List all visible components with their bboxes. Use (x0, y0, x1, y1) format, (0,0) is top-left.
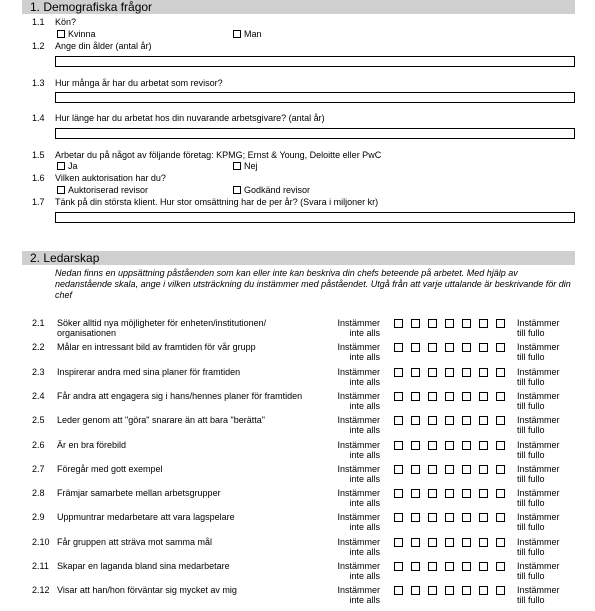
rating-checkbox[interactable] (445, 562, 454, 571)
item-number: 2.9 (32, 512, 45, 523)
rating-checkbox[interactable] (394, 319, 403, 328)
rating-checkbox[interactable] (479, 513, 488, 522)
rating-checkbox[interactable] (428, 513, 437, 522)
right-anchor-label: Instämmer till fullo (517, 390, 560, 411)
rating-checkbox[interactable] (479, 392, 488, 401)
section-2-intro: Nedan finns en uppsättning påståenden som kan eller inte kan beskriva din chefs beteende på arbetet. Med hjälp av nedanstående skala, ange i vilken utsträckning du instämmer med påståendet. Utgå från att varje uttalande är beskrivande för din chef (55, 268, 571, 300)
section-1-heading: 1. Demografiska frågor (22, 0, 575, 14)
item-number: 2.8 (32, 488, 45, 499)
rating-checkbox[interactable] (496, 319, 505, 328)
rating-checkbox[interactable] (496, 368, 505, 377)
rating-checkbox[interactable] (496, 441, 505, 450)
gender-option-male[interactable]: Man (233, 29, 262, 40)
question-text: Hur många år har du arbetat som revisor? (55, 78, 223, 88)
rating-checkbox[interactable] (445, 368, 454, 377)
rating-checkbox[interactable] (411, 441, 420, 450)
rating-checkbox[interactable] (479, 538, 488, 547)
question-number: 1.1 (32, 17, 45, 27)
question-number: 1.4 (32, 113, 45, 123)
item-text: Föregår med gott exempel (57, 463, 163, 474)
rating-checkbox[interactable] (428, 465, 437, 474)
item-text: Söker alltid nya möjligheter för enheten/institutionen/ organisationen (57, 318, 267, 338)
checkbox[interactable] (57, 162, 65, 170)
rating-checkbox[interactable] (462, 513, 471, 522)
rating-checkbox[interactable] (479, 416, 488, 425)
rating-checkbox[interactable] (479, 489, 488, 498)
rating-checkbox[interactable] (479, 441, 488, 450)
right-anchor-label: Instämmer till fullo (517, 536, 560, 557)
item-text: Är en bra förebild (57, 439, 127, 450)
left-anchor-label: Instämmer inte alls (337, 488, 380, 509)
right-anchor-label: Instämmer till fullo (517, 585, 560, 606)
rating-checkbox[interactable] (462, 343, 471, 352)
rating-checkbox[interactable] (462, 392, 471, 401)
rating-checkbox[interactable] (496, 343, 505, 352)
rating-checkbox[interactable] (445, 441, 454, 450)
item-number: 2.3 (32, 366, 45, 377)
rating-scale (394, 441, 505, 450)
question-number: 1.7 (32, 197, 45, 207)
item-text: Får andra att engagera sig i hans/hennes planer för framtiden (57, 390, 303, 401)
rating-checkbox[interactable] (394, 489, 403, 498)
question-text: Vilken auktorisation har du? (55, 173, 166, 183)
checkbox[interactable] (233, 186, 241, 194)
likert-row (0, 440, 595, 466)
rating-checkbox[interactable] (411, 416, 420, 425)
question-text: Kön? (55, 17, 77, 27)
question-text: Tänk på din största klient. Hur stor omsättning har de per år? (Svara i miljoner kr) (55, 197, 379, 207)
rating-scale (394, 392, 505, 401)
checkbox[interactable] (57, 30, 65, 38)
question-text: Ange din ålder (antal år) (55, 41, 152, 51)
rating-scale (394, 513, 505, 522)
rating-checkbox[interactable] (411, 538, 420, 547)
rating-checkbox[interactable] (394, 368, 403, 377)
rating-checkbox[interactable] (496, 392, 505, 401)
left-anchor-label: Instämmer inte alls (337, 390, 380, 411)
rating-checkbox[interactable] (428, 368, 437, 377)
rating-checkbox[interactable] (394, 416, 403, 425)
rating-checkbox[interactable] (394, 441, 403, 450)
question-number: 1.2 (32, 41, 45, 51)
rating-scale (394, 489, 505, 498)
likert-row (0, 318, 595, 344)
authorization-option-authorized[interactable]: Auktoriserad revisor (57, 185, 148, 196)
rating-checkbox[interactable] (445, 343, 454, 352)
rating-checkbox[interactable] (411, 319, 420, 328)
likert-row (0, 561, 595, 587)
big4-option-yes[interactable]: Ja (57, 161, 78, 172)
rating-checkbox[interactable] (428, 562, 437, 571)
section-2-heading: 2. Ledarskap (22, 251, 575, 265)
left-anchor-label: Instämmer inte alls (337, 318, 380, 338)
rating-checkbox[interactable] (428, 392, 437, 401)
item-number: 2.10 (32, 536, 50, 547)
rating-checkbox[interactable] (394, 538, 403, 547)
rating-checkbox[interactable] (411, 513, 420, 522)
rating-scale (394, 368, 505, 377)
rating-checkbox[interactable] (462, 538, 471, 547)
item-text: Skapar en laganda bland sina medarbetare (57, 561, 230, 571)
left-anchor-label: Instämmer inte alls (337, 561, 380, 581)
likert-row (0, 585, 595, 611)
rating-scale (394, 538, 505, 547)
question-number: 1.5 (32, 150, 45, 160)
item-text: Leder genom att "göra" snarare än att bara "berätta" (57, 415, 265, 426)
question-number: 1.3 (32, 78, 45, 88)
rating-checkbox[interactable] (445, 416, 454, 425)
item-number: 2.7 (32, 463, 45, 474)
left-anchor-label: Instämmer inte alls (337, 512, 380, 533)
question-text: Hur länge har du arbetat hos din nuvarande arbetsgivare? (antal år) (55, 113, 325, 123)
rating-checkbox[interactable] (462, 465, 471, 474)
rating-checkbox[interactable] (445, 319, 454, 328)
rating-checkbox[interactable] (428, 319, 437, 328)
item-number: 2.11 (32, 561, 49, 571)
years-as-auditor-field[interactable] (55, 92, 575, 103)
checkbox[interactable] (233, 30, 241, 38)
rating-checkbox[interactable] (496, 586, 505, 595)
rating-checkbox[interactable] (462, 368, 471, 377)
rating-checkbox[interactable] (462, 489, 471, 498)
rating-checkbox[interactable] (428, 489, 437, 498)
right-anchor-label: Instämmer till fullo (517, 318, 560, 338)
rating-checkbox[interactable] (394, 562, 403, 571)
rating-scale (394, 319, 505, 328)
rating-checkbox[interactable] (411, 465, 420, 474)
rating-checkbox[interactable] (496, 562, 505, 571)
rating-scale (394, 343, 505, 352)
likert-row (0, 512, 595, 538)
gender-option-female[interactable]: Kvinna (57, 29, 96, 40)
rating-checkbox[interactable] (411, 392, 420, 401)
right-anchor-label: Instämmer till fullo (517, 366, 560, 387)
big4-option-no[interactable]: Nej (233, 161, 258, 172)
item-number: 2.1 (32, 318, 45, 328)
item-text: Målar en intressant bild av framtiden för vår grupp (57, 342, 256, 353)
item-text: Inspirerar andra med sina planer för framtiden (57, 366, 241, 377)
rating-checkbox[interactable] (445, 465, 454, 474)
rating-checkbox[interactable] (462, 586, 471, 595)
rating-checkbox[interactable] (394, 343, 403, 352)
left-anchor-label: Instämmer inte alls (337, 585, 380, 606)
item-text: Främjar samarbete mellan arbetsgrupper (57, 488, 221, 499)
rating-checkbox[interactable] (445, 513, 454, 522)
likert-row (0, 537, 595, 563)
rating-checkbox[interactable] (479, 368, 488, 377)
rating-checkbox[interactable] (428, 416, 437, 425)
likert-row (0, 342, 595, 368)
rating-checkbox[interactable] (496, 465, 505, 474)
right-anchor-label: Instämmer till fullo (517, 488, 560, 509)
left-anchor-label: Instämmer inte alls (337, 536, 380, 557)
rating-checkbox[interactable] (496, 489, 505, 498)
right-anchor-label: Instämmer till fullo (517, 463, 560, 484)
rating-checkbox[interactable] (496, 538, 505, 547)
likert-row (0, 488, 595, 514)
left-anchor-label: Instämmer inte alls (337, 463, 380, 484)
rating-checkbox[interactable] (411, 343, 420, 352)
likert-row (0, 367, 595, 393)
item-number: 2.4 (32, 390, 45, 401)
age-field[interactable] (55, 56, 575, 67)
rating-checkbox[interactable] (445, 392, 454, 401)
rating-checkbox[interactable] (445, 538, 454, 547)
likert-row (0, 464, 595, 490)
rating-scale (394, 465, 505, 474)
rating-checkbox[interactable] (428, 586, 437, 595)
rating-checkbox[interactable] (394, 586, 403, 595)
left-anchor-label: Instämmer inte alls (337, 415, 380, 436)
checkbox[interactable] (57, 186, 65, 194)
rating-checkbox[interactable] (462, 562, 471, 571)
rating-checkbox[interactable] (479, 465, 488, 474)
rating-checkbox[interactable] (479, 319, 488, 328)
left-anchor-label: Instämmer inte alls (337, 439, 380, 460)
rating-scale (394, 586, 505, 595)
rating-checkbox[interactable] (394, 513, 403, 522)
likert-row (0, 415, 595, 441)
item-number: 2.2 (32, 342, 45, 353)
question-number: 1.6 (32, 173, 45, 183)
rating-checkbox[interactable] (428, 538, 437, 547)
rating-checkbox[interactable] (496, 513, 505, 522)
rating-checkbox[interactable] (496, 416, 505, 425)
rating-checkbox[interactable] (462, 319, 471, 328)
right-anchor-label: Instämmer till fullo (517, 342, 560, 363)
right-anchor-label: Instämmer till fullo (517, 512, 560, 533)
rating-checkbox[interactable] (479, 562, 488, 571)
left-anchor-label: Instämmer inte alls (337, 366, 380, 387)
likert-row (0, 391, 595, 417)
item-number: 2.5 (32, 415, 45, 426)
rating-checkbox[interactable] (462, 416, 471, 425)
checkbox[interactable] (233, 162, 241, 170)
rating-checkbox[interactable] (411, 562, 420, 571)
authorization-option-approved[interactable]: Godkänd revisor (233, 185, 310, 196)
rating-checkbox[interactable] (428, 441, 437, 450)
left-anchor-label: Instämmer inte alls (337, 342, 380, 363)
rating-scale (394, 562, 505, 571)
item-text: Visar att han/hon förväntar sig mycket av mig (57, 585, 237, 596)
right-anchor-label: Instämmer till fullo (517, 439, 560, 460)
item-text: Uppmuntrar medarbetare att vara lagspelare (57, 512, 235, 523)
right-anchor-label: Instämmer till fullo (517, 561, 560, 581)
rating-checkbox[interactable] (394, 392, 403, 401)
item-text: Får gruppen att sträva mot samma mål (57, 536, 213, 547)
rating-checkbox[interactable] (428, 343, 437, 352)
rating-checkbox[interactable] (411, 586, 420, 595)
question-text: Arbetar du på något av följande företag: KPMG; Ernst & Young, Deloitte eller PwC (55, 150, 382, 160)
rating-checkbox[interactable] (462, 441, 471, 450)
rating-checkbox[interactable] (445, 586, 454, 595)
rating-checkbox[interactable] (411, 489, 420, 498)
rating-checkbox[interactable] (479, 586, 488, 595)
client-turnover-field[interactable] (55, 212, 575, 223)
rating-scale (394, 416, 505, 425)
rating-checkbox[interactable] (394, 465, 403, 474)
rating-checkbox[interactable] (445, 489, 454, 498)
item-number: 2.12 (32, 585, 50, 596)
rating-checkbox[interactable] (479, 343, 488, 352)
rating-checkbox[interactable] (411, 368, 420, 377)
right-anchor-label: Instämmer till fullo (517, 415, 560, 436)
years-at-employer-field[interactable] (55, 128, 575, 139)
item-number: 2.6 (32, 439, 45, 450)
